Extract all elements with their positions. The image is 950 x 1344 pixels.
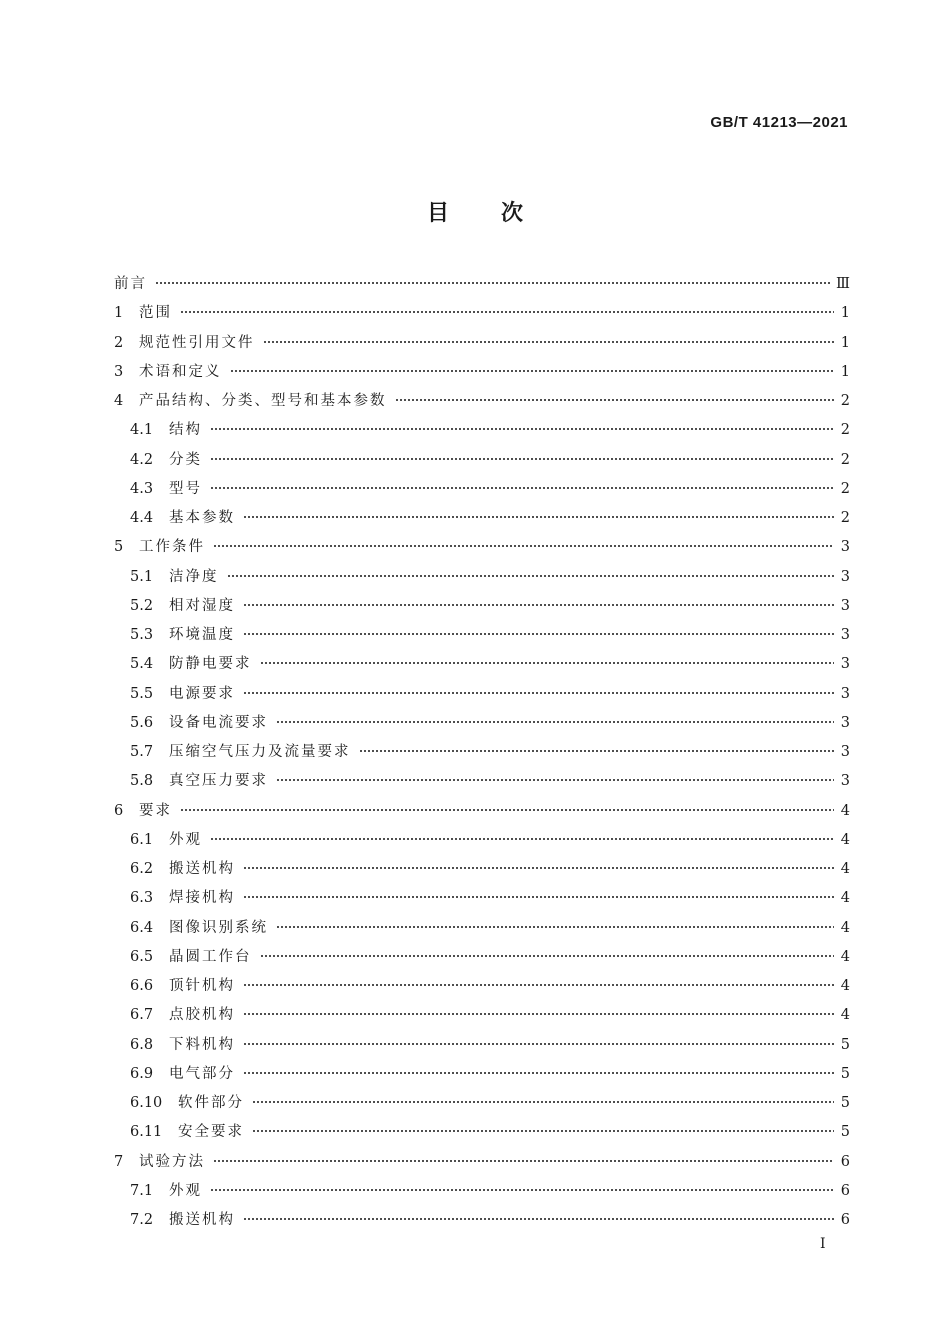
toc-entry-page: 5 — [840, 1065, 850, 1082]
toc-entry-number: 7.1 — [130, 1182, 154, 1199]
toc-entry-title: 点胶机构 — [169, 1007, 235, 1024]
toc-dot-leader — [243, 1218, 834, 1220]
toc-entry-title: 试验方法 — [139, 1153, 205, 1170]
toc-dot-leader — [243, 604, 834, 606]
toc-entry-number: 5.2 — [130, 597, 154, 614]
toc-entry-page: 4 — [840, 861, 850, 877]
toc-entry-page: 2 — [840, 393, 850, 409]
toc-entry-page: 2 — [840, 451, 850, 468]
toc-entry-page: 3 — [840, 685, 850, 702]
toc-entry-page: 3 — [840, 656, 850, 673]
toc-entry-title: 外观 — [169, 1182, 202, 1199]
toc-entry-title: 术语和定义 — [139, 363, 222, 380]
toc-entry-title: 电源要求 — [169, 685, 235, 702]
toc-dot-leader — [263, 341, 835, 343]
toc-dot-leader — [155, 282, 830, 284]
toc-entry-page: 2 — [840, 510, 850, 526]
toc-entry-page: 6 — [840, 1182, 850, 1199]
toc-entry-number: 5.8 — [130, 773, 154, 790]
toc-entry-number: 4.1 — [130, 422, 154, 439]
toc-entry-title: 搬送机构 — [169, 861, 235, 877]
toc-entry-title: 焊接机构 — [169, 890, 235, 907]
toc-entry-title: 设备电流要求 — [169, 714, 268, 731]
toc-entry-page: 1 — [840, 363, 850, 380]
toc-entry-title: 安全要求 — [178, 1124, 244, 1141]
toc-entry-title: 分类 — [169, 451, 202, 468]
toc-entry[interactable] — [114, 329, 850, 358]
toc-entry-number: 4.3 — [130, 480, 154, 497]
toc-entry-title: 前言 — [114, 276, 147, 292]
toc-entry-number: 5.1 — [130, 568, 154, 585]
toc-dot-leader — [243, 633, 834, 635]
toc-entry[interactable] — [114, 1148, 850, 1177]
toc-entry-title: 相对湿度 — [169, 597, 235, 614]
toc-dot-leader — [276, 779, 834, 781]
toc-entry-number: 6.11 — [130, 1124, 163, 1141]
toc-entry-number: 4.2 — [130, 451, 154, 468]
toc-entry[interactable] — [114, 358, 850, 387]
toc-dot-leader — [210, 838, 834, 840]
toc-entry-title: 外观 — [169, 831, 202, 848]
toc-entry-page: Ⅲ — [836, 276, 850, 292]
toc-dot-leader — [252, 1130, 834, 1132]
toc-entry-page: 5 — [840, 1095, 850, 1111]
toc-entry-number: 6.4 — [130, 919, 154, 936]
toc-entry-title: 搬送机构 — [169, 1212, 235, 1228]
toc-dot-leader — [213, 1160, 834, 1162]
toc-dot-leader — [227, 575, 835, 577]
toc-entry-number: 5.6 — [130, 714, 154, 731]
toc-entry-title: 环境温度 — [169, 627, 235, 643]
toc-entry-page: 3 — [840, 714, 850, 731]
toc-entry-page: 3 — [840, 539, 850, 556]
toc-entry[interactable] — [114, 826, 850, 855]
toc-entry-page: 4 — [840, 831, 850, 848]
toc-entry-number: 4.4 — [130, 510, 154, 526]
toc-dot-leader — [213, 545, 834, 547]
toc-dot-leader — [243, 1043, 834, 1045]
toc-entry-number: 3 — [114, 363, 124, 380]
toc-dot-leader — [180, 809, 834, 811]
toc-dot-leader — [243, 984, 834, 986]
toc-entry[interactable] — [114, 1118, 850, 1147]
toc-dot-leader — [180, 311, 834, 313]
toc-entry[interactable] — [114, 650, 850, 679]
toc-entry[interactable] — [114, 680, 850, 709]
toc-entry-title: 防静电要求 — [169, 656, 252, 673]
toc-entry-number: 6.9 — [130, 1065, 154, 1082]
toc-entry-title: 范围 — [139, 305, 172, 322]
toc-entry-number: 4 — [114, 393, 124, 409]
toc-dot-leader — [210, 458, 834, 460]
toc-dot-leader — [395, 399, 835, 401]
toc-dot-leader — [260, 662, 835, 664]
toc-entry-page: 3 — [840, 597, 850, 614]
toc-entry[interactable] — [114, 533, 850, 562]
toc-entry-title: 晶圆工作台 — [169, 948, 252, 965]
toc-entry-page: 5 — [840, 1036, 850, 1053]
toc-entry-number: 1 — [114, 305, 124, 322]
toc-entry-page: 3 — [840, 773, 850, 790]
table-of-contents — [114, 270, 850, 1235]
toc-entry[interactable] — [114, 446, 850, 475]
toc-entry-title: 图像识别系统 — [169, 919, 268, 936]
toc-dot-leader — [243, 516, 834, 518]
toc-entry-title: 要求 — [139, 802, 172, 819]
toc-entry-page: 6 — [840, 1212, 850, 1228]
toc-dot-leader — [276, 721, 834, 723]
toc-entry-number: 5 — [114, 539, 124, 556]
toc-entry-page: 3 — [840, 627, 850, 643]
toc-dot-leader — [260, 955, 835, 957]
toc-entry-number: 6.3 — [130, 890, 154, 907]
toc-entry-title: 工作条件 — [139, 539, 205, 556]
page-number: I — [820, 1236, 826, 1252]
toc-entry-page: 1 — [840, 305, 850, 322]
toc-entry[interactable] — [114, 1060, 850, 1089]
toc-entry[interactable] — [114, 1001, 850, 1030]
toc-entry-page: 3 — [840, 568, 850, 585]
toc-entry-page: 4 — [840, 890, 850, 907]
toc-entry-title: 产品结构、分类、型号和基本参数 — [139, 393, 387, 409]
toc-entry[interactable] — [114, 767, 850, 796]
toc-dot-leader — [210, 487, 834, 489]
toc-entry-number: 6 — [114, 802, 124, 819]
toc-dot-leader — [243, 896, 834, 898]
toc-entry-page: 4 — [840, 1007, 850, 1024]
toc-dot-leader — [276, 926, 834, 928]
toc-entry-title: 软件部分 — [178, 1095, 244, 1111]
toc-dot-leader — [210, 428, 834, 430]
toc-entry-page: 4 — [840, 948, 850, 965]
toc-entry-number: 5.5 — [130, 685, 154, 702]
toc-entry[interactable] — [114, 943, 850, 972]
toc-entry[interactable] — [114, 416, 850, 445]
toc-entry-number: 5.3 — [130, 627, 154, 643]
toc-entry-number: 7 — [114, 1153, 124, 1170]
toc-entry-page: 1 — [840, 334, 850, 351]
toc-entry-number: 6.10 — [130, 1095, 163, 1111]
toc-entry-number: 2 — [114, 334, 124, 351]
toc-entry-number: 6.1 — [130, 831, 154, 848]
toc-entry[interactable] — [114, 855, 850, 884]
toc-entry-page: 2 — [840, 480, 850, 497]
toc-entry-title: 型号 — [169, 480, 202, 497]
toc-entry-page: 2 — [840, 422, 850, 439]
toc-entry-title: 压缩空气压力及流量要求 — [169, 744, 351, 760]
toc-entry-title: 结构 — [169, 422, 202, 439]
toc-entry-page: 3 — [840, 744, 850, 760]
toc-entry-number: 6.2 — [130, 861, 154, 877]
toc-entry[interactable] — [114, 299, 850, 328]
toc-entry[interactable] — [114, 1177, 850, 1206]
toc-dot-leader — [252, 1101, 834, 1103]
toc-entry[interactable] — [114, 563, 850, 592]
toc-dot-leader — [243, 692, 834, 694]
toc-entry[interactable] — [114, 797, 850, 826]
toc-entry-page: 6 — [840, 1153, 850, 1170]
toc-entry[interactable] — [114, 1031, 850, 1060]
toc-entry-title: 规范性引用文件 — [139, 334, 255, 351]
toc-dot-leader — [359, 750, 835, 752]
toc-entry[interactable] — [114, 1206, 850, 1235]
toc-dot-leader — [210, 1189, 834, 1191]
toc-entry[interactable] — [114, 738, 850, 767]
toc-entry[interactable] — [114, 621, 850, 650]
page-title: 目次 — [426, 201, 575, 226]
toc-entry-title: 基本参数 — [169, 510, 235, 526]
toc-entry-number: 5.4 — [130, 656, 154, 673]
toc-entry[interactable] — [114, 387, 850, 416]
toc-dot-leader — [243, 1072, 834, 1074]
toc-dot-leader — [243, 867, 834, 869]
toc-entry-number: 5.7 — [130, 744, 154, 760]
toc-entry-title: 下料机构 — [169, 1036, 235, 1053]
toc-entry[interactable] — [114, 592, 850, 621]
toc-entry[interactable] — [114, 884, 850, 913]
toc-entry-title: 洁净度 — [169, 568, 219, 585]
toc-entry-page: 4 — [840, 978, 850, 994]
toc-dot-leader — [230, 370, 835, 372]
toc-entry-title: 电气部分 — [169, 1065, 235, 1082]
toc-entry[interactable] — [114, 1089, 850, 1118]
standard-code: GB/T 41213—2021 — [710, 114, 848, 131]
toc-entry-title: 顶针机构 — [169, 978, 235, 994]
toc-entry-number: 6.7 — [130, 1007, 154, 1024]
toc-entry[interactable] — [114, 709, 850, 738]
toc-entry[interactable] — [114, 914, 850, 943]
toc-dot-leader — [243, 1013, 834, 1015]
toc-entry-number: 6.5 — [130, 948, 154, 965]
toc-entry-number: 7.2 — [130, 1212, 154, 1228]
toc-entry[interactable] — [114, 504, 850, 533]
toc-entry-title: 真空压力要求 — [169, 773, 268, 790]
toc-entry-number: 6.8 — [130, 1036, 154, 1053]
toc-entry[interactable] — [114, 270, 850, 299]
toc-entry-page: 5 — [840, 1124, 850, 1141]
toc-entry-number: 6.6 — [130, 978, 154, 994]
toc-entry-page: 4 — [840, 919, 850, 936]
toc-entry-page: 4 — [840, 802, 850, 819]
toc-entry[interactable] — [114, 972, 850, 1001]
toc-entry[interactable] — [114, 475, 850, 504]
